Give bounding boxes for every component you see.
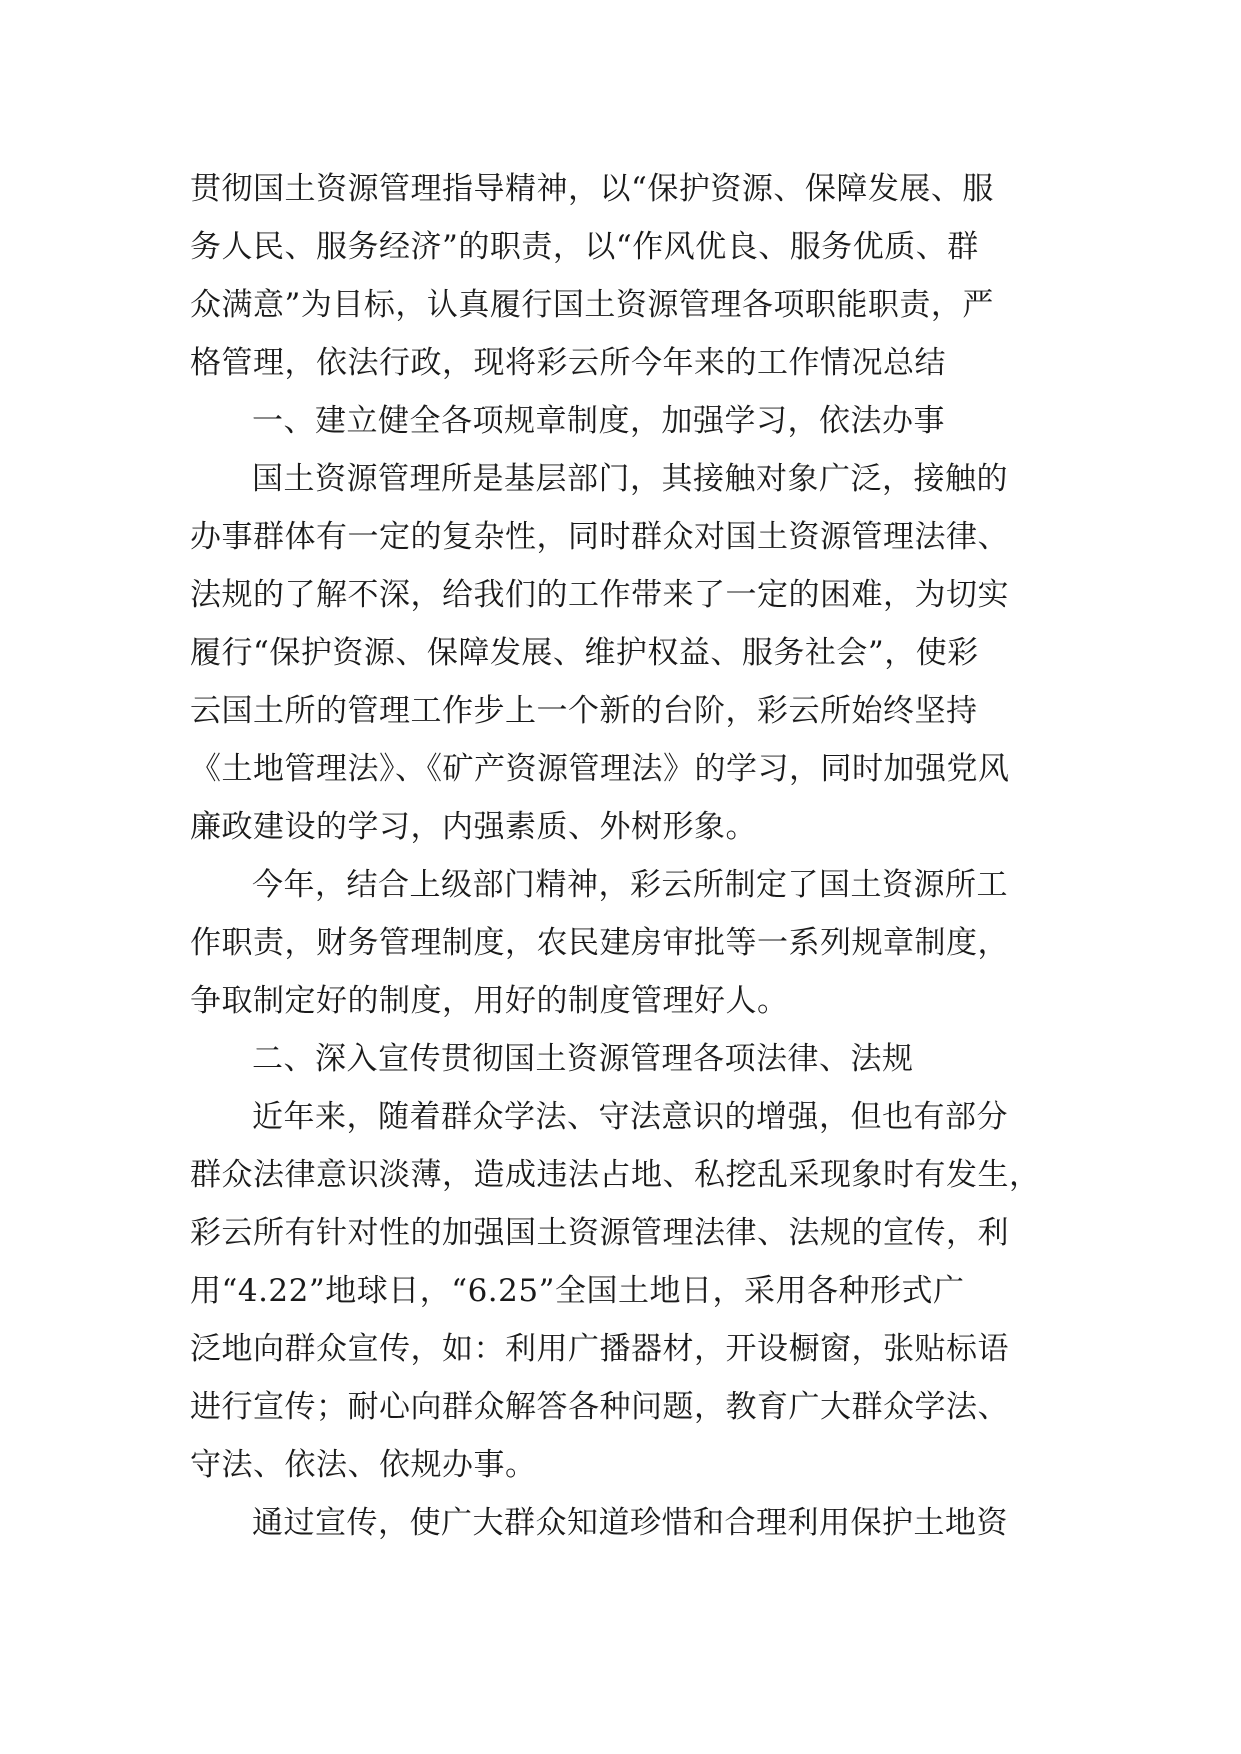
text-line: 廉政建设的学习，内强素质、外树形象。 bbox=[190, 809, 757, 845]
text-line: 务人民、服务经济”的职责，以“作风优良、服务优质、群 bbox=[190, 229, 979, 265]
text-line: 通过宣传，使广大群众知道珍惜和合理利用保护土地资 bbox=[252, 1505, 1008, 1541]
text-line: 国土资源管理所是基层部门，其接触对象广泛，接触的 bbox=[252, 461, 1008, 497]
text-line: 今年，结合上级部门精神，彩云所制定了国土资源所工 bbox=[252, 867, 1008, 903]
text-line: 守法、依法、依规办事。 bbox=[190, 1447, 537, 1483]
text-line: 作职责，财务管理制度，农民建房审批等一系列规章制度， bbox=[190, 925, 1009, 961]
text-line: 办事群体有一定的复杂性，同时群众对国土资源管理法律、 bbox=[190, 519, 1009, 555]
text-line: 争取制定好的制度，用好的制度管理好人。 bbox=[190, 983, 789, 1019]
text-line: 《土地管理法》、《矿产资源管理法》的学习，同时加强党风 bbox=[190, 751, 1010, 787]
text-line: 法规的了解不深，给我们的工作带来了一定的困难，为切实 bbox=[190, 577, 1009, 613]
text-line: 近年来，随着群众学法、守法意识的增强，但也有部分 bbox=[252, 1099, 1008, 1135]
text-line: 用“4.22”地球日，“6.25”全国土地日，采用各种形式广 bbox=[190, 1273, 965, 1309]
text-line: 进行宣传；耐心向群众解答各种问题，教育广大群众学法、 bbox=[190, 1389, 1009, 1425]
text-line: 格管理，依法行政，现将彩云所今年来的工作情况总结 bbox=[190, 345, 946, 381]
text-line: 泛地向群众宣传，如：利用广播器材，开设橱窗，张贴标语 bbox=[190, 1331, 1009, 1367]
text-line: 履行“保护资源、保障发展、维护权益、服务社会”，使彩 bbox=[190, 635, 979, 671]
section-heading: 二、深入宣传贯彻国土资源管理各项法律、法规 bbox=[252, 1041, 914, 1077]
section-heading: 一、建立健全各项规章制度，加强学习，依法办事 bbox=[252, 403, 945, 439]
document-body bbox=[190, 160, 1070, 1552]
text-line: 众满意”为目标，认真履行国土资源管理各项职能职责，严 bbox=[190, 287, 994, 323]
text-line: 彩云所有针对性的加强国土资源管理法律、法规的宣传，利 bbox=[190, 1215, 1009, 1251]
text-line: 群众法律意识淡薄，造成违法占地、私挖乱采现象时有发生， bbox=[190, 1157, 1041, 1193]
text-line: 云国土所的管理工作步上一个新的台阶，彩云所始终坚持 bbox=[190, 693, 978, 729]
text-line: 贯彻国土资源管理指导精神，以“保护资源、保障发展、服 bbox=[190, 171, 994, 207]
